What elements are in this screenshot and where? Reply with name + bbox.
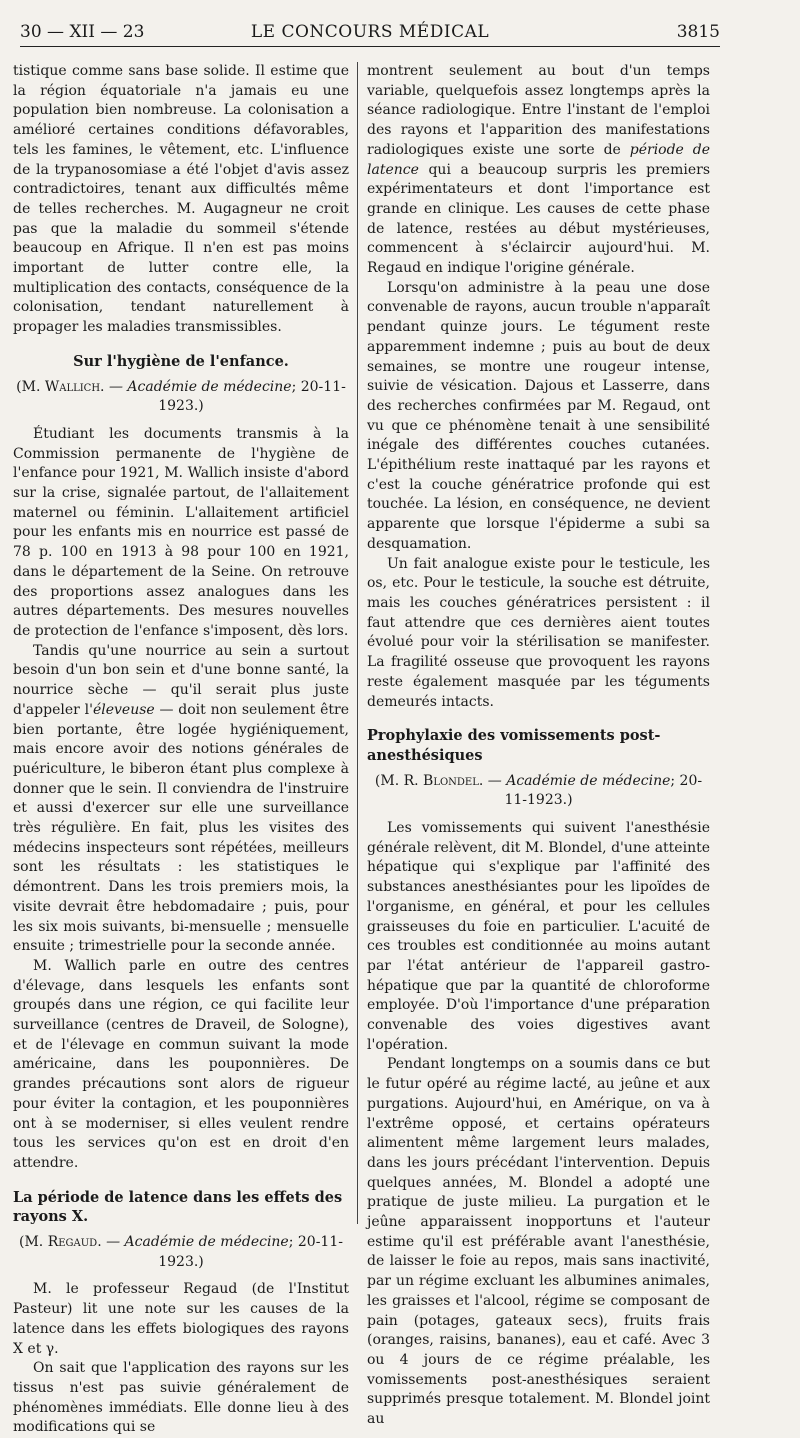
section-heading-prophylaxie: Prophylaxie des vomissements post-anesthésiques <box>367 727 661 764</box>
citation-date: ; 20-11-1923.) <box>158 378 346 415</box>
section-heading-enfance: Sur l'hygiène de l'enfance. <box>73 352 289 370</box>
paragraph: Pendant longtemps on a soumis dans ce but le futur opéré au régime lacté, au jeûne et aux purgations. Aujourd'hui, en Amérique, on va à l'extrême opposé, et certains opérateurs alimentent même largement leurs malades, dans les jours précédant l'intervention. Depuis quelques années, M. Blondel a adopté une pratique de juste milieu. La purgation et le jeûne apparaissent inopportuns et l'auteur estime qu'il est préférable avant l'anesthésie, de laisser le foie au repos, mais sans inactivité, par un régime excluant les albumines animales, les graisses et l'alcool, régime se composant de pain (potages, gateaux secs), fruits frais (oranges, raisins, bananes), eau et café. Avec 3 ou 4 jours de ce régime préalable, les vomissements post-anesthésiques seraient supprimés presque totalement. M. Blondel joint au <box>367 1056 710 1428</box>
paragraph: Étudiant les documents transmis à la Commission permanente de l'hygiène de l'enfance pour 1921, M. Wallich insiste d'abord sur la crise, signalée partout, de l'allaitement maternel ou féminin. L'allaitement artificiel pour les enfants mis en nourrice est passé de 78 p. 100 en 1913 à 98 pour 100 en 1921, dans le département de la Seine. On retrouve des proportions assez analogues dans les autres départements. Des mesures nouvelles de protection de l'enfance s'imposent, dès lors. <box>13 425 349 639</box>
citation-author: (M. Wallich. <box>16 378 105 395</box>
text: montrent seulement au bout d'un temps variable, quelquefois assez longtemps après la séance radiologique. Entre l'instant de l'emploi des rayons et l'apparition des manifestations radiologiques existe une sorte de <box>367 63 710 158</box>
citation-author: (M. R. Blondel. <box>374 772 484 789</box>
citation-source: — Académie de médecine <box>487 772 671 789</box>
paragraph: On sait que l'application des rayons sur les tissus n'est pas suivie généralement de phénomènes immédiats. Elle donne lieu à des modifications qui se <box>13 1360 349 1436</box>
paragraph: Lorsqu'on administre à la peau une dose convenable de rayons, aucun trouble n'apparaît pendant quinze jours. Le tégument reste apparemment indemne ; puis au bout de deux semaines, se montre une rougeur intense, suivie de vésication. Dajous et Lasserre, dans des recherches confirmées par M. Regaud, ont vu que ce phénomène tenait à une sensibilité inégale des différentes couches cutanées. L'épithélium reste inattaqué par les rayons et c'est la couche génératrice profonde qui est touchée. La lésion, en conséquence, ne devient apparente que lorsque l'épiderme a subi sa desquamation. <box>367 279 710 552</box>
page-number: 3815 <box>676 22 720 42</box>
paragraph: tistique comme sans base solide. Il estime que la région équatoriale n'a jamais eu une population bien nombreuse. La colonisation a amélioré certaines conditions défavorables, tels les famines, le vêtement, etc. L'influence de la trypanosomiase a été l'objet d'avis assez contradictoires, tenant aux difficultés même de telles recherches. M. Augagneur ne croit pas que la maladie du sommeil s'étende beaucoup en Afrique. Il n'en est pas moins important de lutter contre elle, la multiplication des contacts, conséquence de la colonisation, tendant naturellement à propager les maladies transmissibles. <box>13 63 349 336</box>
citation-author: (M. Regaud. <box>19 1234 102 1251</box>
paragraph: Un fait analogue existe pour le testicule, les os, etc. Pour le testicule, la souche est détruite, mais les couches génératrices persistent : il faut attendre que ces dernières aient toutes évolué pour voir la stérilisation se manifester. La fragilité osseuse que provoquent les rayons reste également masquée par les téguments demeurés intacts. <box>367 555 710 710</box>
paragraph <box>13 642 349 957</box>
column-divider <box>357 62 358 1224</box>
text: qui a beaucoup surpris les premiers expérimentateurs et dont l'importance est grande en clinique. Les causes de cette phase de latence, restées au début mystérieuses, commencent à s'éclaircir aujourd'hui. M. Regaud en indique l'origine générale. <box>367 161 710 277</box>
paragraph: Les vomissements qui suivent l'anesthésie générale relèvent, dit M. Blondel, d'une atteinte hépatique qui s'explique par l'affinité des substances anesthésiantes pour les lipoïdes de l'organisme, en général, et pour les cellules graisseuses du foie en particulier. L'acuité de ces troubles est conditionnée au moins autant par l'état antérieur de l'appareil gastro-hépatique que par la quantité de chloroforme employée. D'où l'importance d'une préparation convenable des voies digestives avant l'opération. <box>367 820 710 1053</box>
citation-source: — Académie de médecine <box>106 1234 289 1251</box>
italic-term: période de latence <box>367 141 710 178</box>
citation <box>13 378 349 417</box>
citation <box>13 1233 349 1272</box>
paragraph: M. le professeur Regaud (de l'Institut Pasteur) lit une note sur les causes de la latence dans les effets biologiques des rayons X et γ. <box>13 1281 349 1357</box>
citation <box>367 772 710 811</box>
left-column <box>13 62 349 1438</box>
paragraph: M. Wallich parle en outre des centres d'élevage, dans lesquels les enfants sont groupés dans une région, ce qui facilite leur surveillance (centres de Draveil, de Sologne), et de l'élevage en commun suivant la mode américaine, dans les pouponnières. De grandes précautions sont alors de rigueur pour éviter la contagion, et les pouponnières ont à se moderniser, si elles veulent rendre tous les services qu'on est en droit d'en attendre. <box>13 957 349 1171</box>
italic-term: éleveuse <box>92 701 155 718</box>
text: Tandis qu'une nourrice au sein a surtout besoin d'un bon sein et d'une bonne santé, la nourrice sèche — qu'il serait plus juste d'appeler l' <box>13 642 349 718</box>
paragraph <box>367 62 710 279</box>
text: — doit non seulement être bien portante, être logée hygiéniquement, mais encore avoir des notions générales de puériculture, le biberon étant plus complexe à donner que le sein. Il conviendra de l'instruire et aussi d'exercer sur elle une surveillance très régulière. En fait, plus les visites des médecins inspecteurs sont répétées, meilleurs sont les résultats : les statistiques le démontrent. Dans les trois premiers mois, la visite devrait être hebdomadaire ; puis, pour les six mois suivants, bi-mensuelle ; mensuelle ensuite ; trimestrielle pour la seconde année. <box>13 701 349 955</box>
issue-date: 30 — XII — 23 <box>20 22 145 42</box>
citation-date: ; 20-11-1923.) <box>504 772 703 809</box>
citation-source: — Académie de médecine <box>108 378 292 395</box>
right-column <box>367 62 710 1430</box>
page-header <box>20 22 720 47</box>
journal-title: LE CONCOURS MÉDICAL <box>250 22 490 42</box>
section-heading-latence: La période de latence dans les effets des rayons X. <box>13 1188 343 1226</box>
citation-date: ; 20-11-1923.) <box>158 1234 343 1270</box>
